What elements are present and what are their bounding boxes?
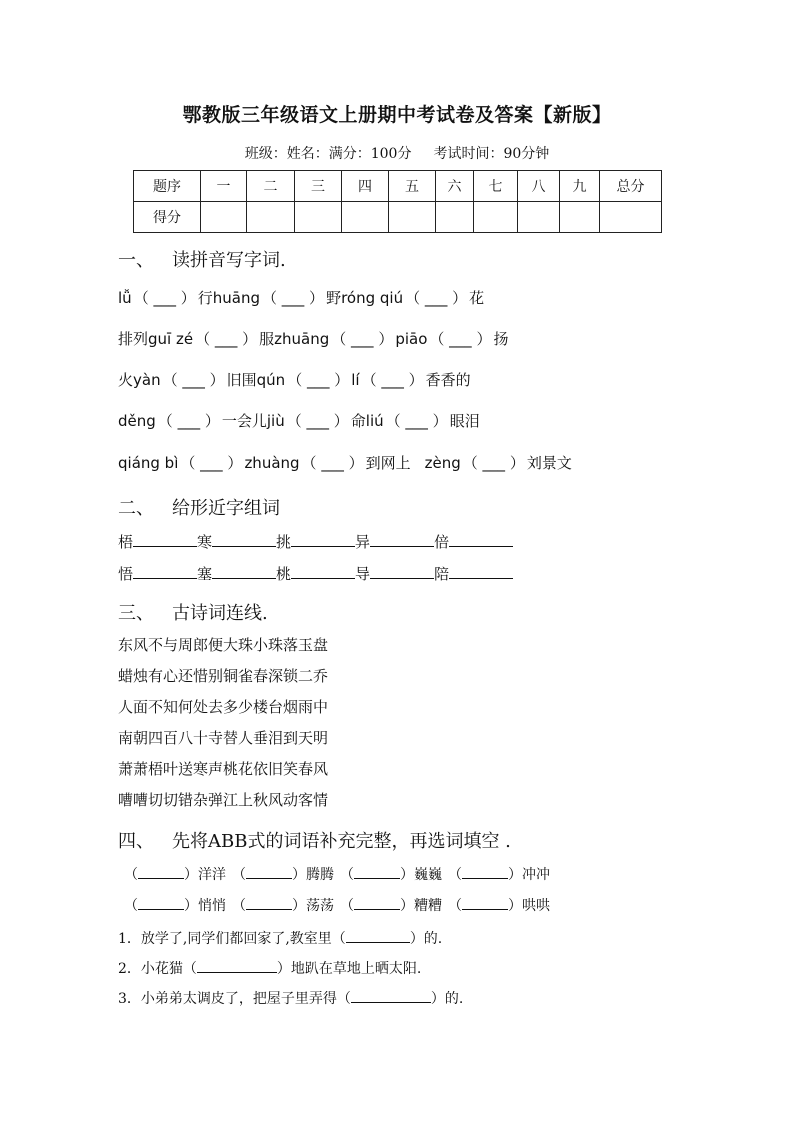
section-title: 读拼音写字词. [172,250,286,271]
pinyin-text: jiù [266,412,285,430]
score-label: 得分 [134,202,201,233]
answer-blank[interactable]: （ ___ ） [462,454,525,472]
abb-blank[interactable]: （ ） [340,867,414,883]
section-3-heading [118,599,268,625]
score-cell[interactable] [342,202,389,233]
pinyin-text: zhuàng [244,454,300,472]
score-table-header-row [134,171,662,202]
word-blank[interactable] [212,564,276,579]
word-blank[interactable] [449,532,513,547]
fill-sentence [118,928,442,948]
abb-suffix: 荡荡 [306,898,334,914]
following-text: 花 [469,289,485,307]
abb-blank[interactable]: （ ） [124,867,198,883]
abb-suffix: 冲冲 [522,867,550,883]
score-cell[interactable] [474,202,518,233]
section-title: 给形近字组词 [172,498,280,519]
answer-blank[interactable]: （ ___ ） [301,454,364,472]
character: 挑 [276,533,292,551]
answer-blank[interactable]: （ ___ ） [287,371,350,389]
blank-underline: ___ [153,289,176,307]
score-table [133,170,662,233]
abb-blank[interactable]: （ ） [340,898,414,914]
blank-underline: ___ [177,412,201,430]
pinyin-text: 排列guī zé [118,330,194,348]
blank-underline: ___ [424,289,448,307]
blank-underline [354,895,400,910]
answer-blank[interactable]: （ ___ ） [331,330,394,348]
poem-line: 东风不与周郎便大珠小珠落玉盘 [118,636,329,654]
answer-blank[interactable]: （ ___ ） [133,289,196,307]
following-text: 行 [197,289,213,307]
abb-row [124,895,556,915]
blank-underline [462,864,508,879]
similar-chars-row [118,563,513,584]
answer-blank[interactable]: （ ___ ） [157,412,220,430]
character: 梧 [118,533,134,551]
blank-underline: ___ [200,454,223,472]
pinyin-text: qiáng bì [118,454,179,472]
blank-underline: ___ [321,454,344,472]
pinyin-text: 火yàn [118,371,161,389]
word-blank[interactable] [449,564,513,579]
character: 桃 [276,565,292,583]
abb-row [124,864,556,884]
word-blank[interactable] [291,532,355,547]
fill-sentence [118,958,421,978]
following-text: 刘景文 [526,454,572,472]
word-blank[interactable] [212,532,276,547]
pinyin-text: zèng [424,454,461,472]
answer-blank[interactable]: （ ___ ） [262,289,325,307]
poem-line: 南朝四百八十寺替人垂泪到天明 [118,729,329,747]
blank-underline [246,895,292,910]
question-number: 三 [295,171,342,202]
question-number: 七 [474,171,518,202]
pinyin-text: zhuāng [274,330,330,348]
pinyin-line [118,287,484,308]
score-cell[interactable] [389,202,436,233]
score-cell[interactable] [600,202,662,233]
poem-line: 人面不知何处去多少楼台烟雨中 [118,698,329,716]
blank-underline: ___ [482,454,506,472]
character: 塞 [197,565,213,583]
blank-underline [138,864,184,879]
blank-underline: ___ [182,371,205,389]
word-blank[interactable] [370,564,434,579]
abb-blank[interactable]: （ ） [448,898,522,914]
abb-blank[interactable]: （ ） [448,867,522,883]
following-text: 扬 [493,330,509,348]
blank-underline [462,895,508,910]
section-1-heading [118,246,286,272]
sentence-start: 1．放学了,同学们都回家了,教室里（ [118,931,346,947]
answer-blank[interactable]: （ ___ ） [405,289,468,307]
abb-blank[interactable]: （ ） [232,898,306,914]
sentence-blank[interactable] [197,958,277,973]
character: 导 [355,565,371,583]
answer-blank[interactable]: （ ___ ） [361,371,424,389]
following-text: 一会儿 [221,412,267,430]
word-blank[interactable] [291,564,355,579]
poem-line: 蜡烛有心还惜别铜雀春深锁二乔 [118,667,329,685]
blank-underline: ___ [351,330,374,348]
abb-suffix: 悄悄 [198,898,226,914]
pinyin-text: liú [365,412,384,430]
blank-underline: ___ [281,289,305,307]
question-number: 九 [560,171,600,202]
pinyin-text: qún [256,371,286,389]
blank-underline: ___ [306,371,330,389]
sentence-end: ）的. [409,931,443,947]
pinyin-text: huāng [212,289,260,307]
question-number: 六 [436,171,474,202]
abb-suffix: 洋洋 [198,867,226,883]
fill-sentence [118,988,463,1008]
question-number-label: 题序 [134,171,201,202]
pinyin-line [118,452,572,473]
question-number: 总分 [600,171,662,202]
abb-suffix: 糟糟 [414,898,442,914]
blank-underline: ___ [214,330,238,348]
answer-blank[interactable]: （ ___ ） [162,371,225,389]
question-number: 一 [201,171,247,202]
pinyin-text: róng qiú [341,289,404,307]
character: 悟 [118,565,134,583]
poem-line: 嘈嘈切切错杂弹江上秋风动客情 [118,791,329,809]
blank-underline: ___ [449,330,472,348]
score-cell[interactable] [518,202,560,233]
poem-line: 萧萧梧叶送寒声桃花依旧笑春风 [118,760,329,778]
pinyin-line [118,410,480,431]
abb-blank[interactable]: （ ） [124,898,198,914]
exam-info [0,143,794,163]
blank-underline [354,864,400,879]
character: 陪 [434,565,450,583]
score-cell[interactable] [560,202,600,233]
section-title: 先将ABB式的词语补充完整，再选词填空 . [172,831,511,852]
following-text: 眼泪 [449,412,480,430]
section-number: 四、 [118,831,154,852]
class-name-score: 班级：姓名：满分：100分 [244,146,412,162]
pinyin-text: lí [351,371,360,389]
score-cell[interactable] [295,202,342,233]
blank-underline: ___ [381,371,404,389]
answer-blank[interactable]: （ ___ ） [385,412,448,430]
following-text: 野 [326,289,342,307]
question-number: 八 [518,171,560,202]
sentence-end: ）地趴在草地上晒太阳. [276,961,422,977]
character: 倍 [434,533,450,551]
sentence-end: ）的. [430,991,464,1007]
abb-blank[interactable]: （ ） [232,867,306,883]
answer-blank[interactable]: （ ___ ） [195,330,258,348]
pinyin-text: piāo [395,330,428,348]
blank-underline: ___ [405,412,428,430]
abb-suffix: 腾腾 [306,867,334,883]
pinyin-line [118,328,508,349]
blank-underline: ___ [306,412,329,430]
abb-suffix: 巍巍 [414,867,442,883]
character: 异 [355,533,371,551]
question-number: 五 [389,171,436,202]
answer-blank[interactable]: （ ___ ） [429,330,492,348]
following-text: 命 [350,412,366,430]
question-number: 二 [247,171,295,202]
sentence-start: 2．小花猫（ [118,961,197,977]
section-title: 古诗词连线. [172,603,268,624]
section-2-heading [118,494,280,520]
sentence-blank[interactable] [346,928,410,943]
score-cell[interactable] [436,202,474,233]
following-text: 服 [259,330,275,348]
question-number: 四 [342,171,389,202]
sentence-start: 3．小弟弟太调皮了，把屋子里弄得（ [118,991,351,1007]
section-number: 一、 [118,250,154,271]
answer-blank[interactable]: （ ___ ） [286,412,349,430]
section-4-heading [118,827,511,853]
section-number: 三、 [118,603,154,624]
following-text: 旧围 [226,371,257,389]
score-cell[interactable] [201,202,247,233]
similar-chars-row [118,531,513,552]
word-blank[interactable] [133,564,197,579]
answer-blank[interactable]: （ ___ ） [180,454,243,472]
character: 寒 [197,533,213,551]
word-blank[interactable] [133,532,197,547]
score-table-score-row [134,202,662,233]
following-text: 到网上 [365,454,411,472]
word-blank[interactable] [370,532,434,547]
abb-suffix: 哄哄 [522,898,550,914]
pinyin-text: děng [118,412,156,430]
pinyin-text: lǚ [118,289,132,307]
blank-underline [138,895,184,910]
following-text: 香香的 [425,371,471,389]
sentence-blank[interactable] [351,988,431,1003]
section-number: 二、 [118,498,154,519]
blank-underline [246,864,292,879]
pinyin-line [118,369,471,390]
exam-time: 考试时间：90分钟 [433,146,550,162]
page-title: 鄂教版三年级语文上册期中考试卷及答案【新版】 [182,104,612,126]
score-cell[interactable] [247,202,295,233]
